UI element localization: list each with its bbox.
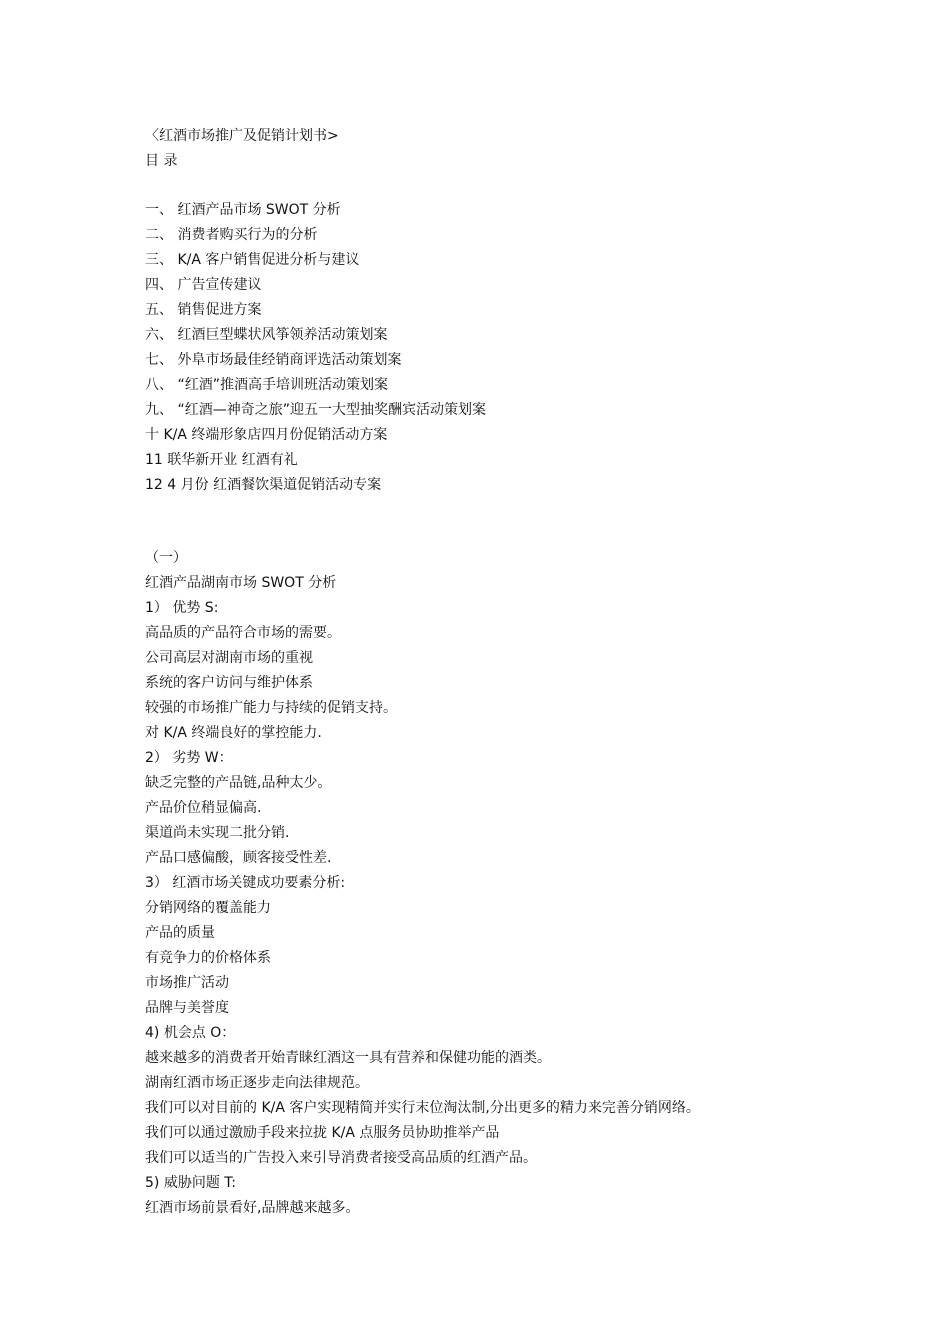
toc-item: 五、 销售促进方案 — [145, 302, 262, 318]
body-line: 4) 机会点 O： — [145, 1025, 236, 1041]
body-line: 湖南红酒市场正逐步走向法律规范。 — [145, 1075, 369, 1091]
toc-item: 七、 外阜市场最佳经销商评选活动策划案 — [145, 352, 402, 368]
toc-item: 二、 消费者购买行为的分析 — [145, 227, 318, 243]
toc-heading: 目 录 — [145, 153, 178, 169]
section-number: （一） — [145, 550, 187, 566]
body-line: 5) 威胁问题 T: — [145, 1175, 236, 1191]
document-title: 〈红酒市场推广及促销计划书> — [145, 128, 339, 144]
body-line: 高品质的产品符合市场的需要。 — [145, 625, 341, 641]
section-title: 红酒产品湖南市场 SWOT 分析 — [145, 575, 337, 591]
body-line: 产品价位稍显偏高. — [145, 800, 262, 816]
toc-item: 六、 红酒巨型蝶状风筝领养活动策划案 — [145, 327, 388, 343]
body-line: 1） 优势 S: — [145, 600, 219, 616]
toc-item: 十 K/A 终端形象店四月份促销活动方案 — [145, 427, 388, 443]
table-of-contents — [145, 198, 845, 498]
body-line: 渠道尚未实现二批分销. — [145, 825, 290, 841]
body-line: 我们可以适当的广告投入来引导消费者接受高品质的红酒产品。 — [145, 1150, 537, 1166]
body-line: 3） 红酒市场关键成功要素分析: — [145, 875, 346, 891]
body-line: 红酒市场前景看好,品牌越来越多。 — [145, 1200, 360, 1216]
body-line: 公司高层对湖南市场的重视 — [145, 650, 313, 666]
toc-item: 11 联华新开业 红酒有礼 — [145, 452, 298, 468]
spacer — [145, 498, 845, 546]
body-line: 2） 劣势 W： — [145, 750, 233, 766]
toc-item: 三、 K/A 客户销售促进分析与建议 — [145, 252, 360, 268]
body-line: 分销网络的覆盖能力 — [145, 900, 271, 916]
body-line: 我们可以通过激励手段来拉拢 K/A 点服务员协助推举产品 — [145, 1125, 500, 1141]
toc-item: 12 4 月份 红酒餐饮渠道促销活动专案 — [145, 477, 382, 493]
body-line: 品牌与美誉度 — [145, 1000, 229, 1016]
swot-section — [145, 546, 845, 1221]
body-line: 产品口感偏酸，顾客接受性差. — [145, 850, 332, 866]
body-line: 缺乏完整的产品链,品种太少。 — [145, 775, 332, 791]
spacer — [145, 174, 845, 198]
toc-item: 九、 “红酒—神奇之旅”迎五一大型抽奖酬宾活动策划案 — [145, 402, 486, 418]
toc-item: 四、 广告宣传建议 — [145, 277, 262, 293]
body-line: 产品的质量 — [145, 925, 215, 941]
body-line: 有竞争力的价格体系 — [145, 950, 271, 966]
document-content — [145, 124, 845, 1221]
body-line: 系统的客户访问与维护体系 — [145, 675, 313, 691]
toc-item: 一、 红酒产品市场 SWOT 分析 — [145, 202, 341, 218]
toc-item: 八、 “红酒”推酒高手培训班活动策划案 — [145, 377, 388, 393]
body-line: 对 K/A 终端良好的掌控能力. — [145, 725, 322, 741]
body-line: 越来越多的消费者开始青睐红酒这一具有营养和保健功能的酒类。 — [145, 1050, 551, 1066]
body-line: 市场推广活动 — [145, 975, 229, 991]
body-line: 我们可以对目前的 K/A 客户实现精简并实行末位淘汰制,分出更多的精力来完善分销网络。 — [145, 1100, 700, 1116]
body-line: 较强的市场推广能力与持续的促销支持。 — [145, 700, 397, 716]
